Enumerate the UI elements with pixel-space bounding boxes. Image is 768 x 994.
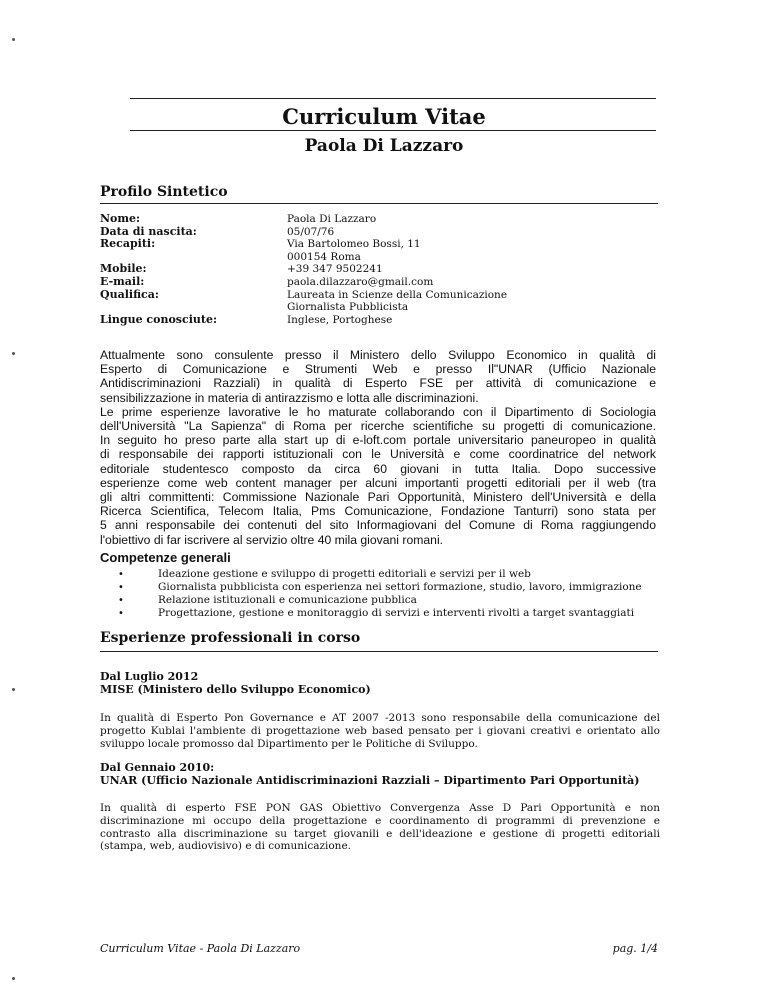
job-2-line: In qualità di esperto FSE PON GAS Obiettivo Convergenza Asse D Pari Opportunità e non — [100, 802, 660, 814]
summary-line: editoriale studentesco composto da circa 60 giovani in tutta Italia. Dopo successive — [100, 461, 656, 476]
experience-heading: Esperienze professionali in corso — [100, 630, 361, 646]
label-nome: Nome: — [100, 212, 141, 225]
job-1-line: sviluppo locale promosso dal Dipartimento per le Politiche di Sviluppo. — [100, 737, 478, 750]
scan-speck — [12, 352, 15, 355]
summary-line: di responsabile dei rapporti istituzionali con le Università e come coordinatrice del network — [100, 447, 656, 462]
value-mobile: +39 347 9502241 — [287, 263, 383, 276]
job-1-date: Dal Luglio 2012 — [100, 670, 199, 683]
value-nome: Paola Di Lazzaro — [287, 213, 377, 225]
footer-left: Curriculum Vitae - Paola Di Lazzaro — [100, 942, 301, 955]
experience-heading-rule — [100, 651, 658, 652]
profile-heading-rule — [100, 203, 658, 204]
skill-item: • Relazione istituzionali e comunicazione pubblica — [158, 594, 658, 607]
value-qualifica-journalist: Giornalista Pubblicista — [287, 301, 409, 314]
header-mid-rule — [130, 130, 656, 131]
summary-line: Le prime esperienze lavorative le ho maturate collaborando con il Dipartimento di Sociologia — [100, 404, 656, 419]
summary-line: Ricerca Scientifica, Telecom Italia, Pms Comunicazione, Fondazione Tanturri) sono stata per — [100, 504, 656, 519]
person-name: Paola Di Lazzaro — [304, 136, 464, 156]
job-1-org: MISE (Ministero dello Sviluppo Economico) — [100, 683, 371, 696]
footer-page-number: pag. 1/4 — [612, 942, 658, 955]
value-address-city: 000154 Roma — [287, 250, 361, 263]
document-title: Curriculum Vitae — [282, 104, 486, 129]
label-languages: Lingue conosciute: — [100, 313, 218, 326]
job-2-line: (stampa, web, audiovisivo) e di comunicazione. — [100, 840, 352, 853]
skill-item: • Ideazione gestione e sviluppo di progetti editoriali e servizi per il web — [158, 568, 658, 581]
scan-speck — [12, 38, 15, 41]
value-birthdate: 05/07/76 — [287, 225, 335, 238]
skills-list — [158, 568, 658, 620]
label-birthdate: Data di nascita: — [100, 224, 197, 238]
summary-line: l'obiettivo di far iscrivere al servizio oltre 40 mila giovani romani. — [100, 532, 444, 547]
job-1-line: In qualità di Esperto Pon Governance e AT 2007 -2013 sono responsabile della comunicazione del — [100, 712, 660, 724]
summary-line: esperienze come web content manager per alcuni importanti progetti editoriali per il web (tra — [100, 475, 656, 490]
summary-line: Esperto di Comunicazione e Strumenti Web e presso Il"UNAR (Ufficio Nazionale — [100, 362, 656, 377]
scan-speck — [12, 977, 15, 980]
job-2-line: contrasto alla discriminazione su target giovanili e dell'ideazione e gestione di progetti editoriali — [100, 827, 660, 840]
job-2-date: Dal Gennaio 2010: — [100, 761, 215, 774]
skills-heading: Competenze generali — [100, 550, 231, 565]
profile-heading: Profilo Sintetico — [100, 184, 228, 200]
value-email: paola.dilazzaro@gmail.com — [287, 276, 434, 288]
label-address: Recapiti: — [100, 237, 156, 251]
job-2-line: discriminazione mi occupo della progettazione e coordinamento di programmi di prevenzione e — [100, 814, 660, 827]
summary-line: sensibilizzazione in materia di antirazzismo e lotta alle discriminazioni. — [100, 390, 479, 405]
label-email: E-mail: — [100, 275, 145, 288]
summary-line: dell'Università "La Sapienza" di Roma per ricerche scientifiche su progetti di comunicazione. — [100, 419, 656, 434]
value-qualifica-degree: Laureata in Scienze della Comunicazione — [287, 288, 508, 301]
job-2-org: UNAR (Ufficio Nazionale Antidiscriminazioni Razziali – Dipartimento Pari Opportunità) — [100, 774, 640, 787]
skill-item: • Giornalista pubblicista con esperienza nei settori formazione, studio, lavoro, immigrazione — [158, 581, 658, 594]
summary-paragraph — [100, 348, 656, 547]
job-1-line: progetto Kublai l'ambiente di progettazione web based pensato per i giovani creativi e orientato allo — [100, 724, 660, 737]
summary-line: Antidiscriminazioni Razziali) in qualità di Esperto FSE per attività di comunicazione e — [100, 376, 656, 391]
header-top-rule — [130, 98, 656, 99]
job-1-description — [100, 712, 660, 750]
summary-line: 5 anni responsabile dei contenuti del sito Informagiovani del Comune di Roma raggiungendo — [100, 518, 656, 533]
summary-line: gli altri committenti: Commissione Nazionale Pari Opportunità, Ministero dell'Università e della — [100, 490, 656, 505]
job-2-description — [100, 802, 660, 853]
label-qualifica: Qualifica: — [100, 287, 159, 301]
scan-speck — [12, 688, 15, 691]
summary-line: In seguito ho preso parte alla start up di e-loft.com portale universitario paneuropeo in qualità — [100, 433, 656, 448]
value-address-street: Via Bartolomeo Bossi, 11 — [287, 238, 421, 251]
value-languages: Inglese, Portoghese — [287, 314, 393, 326]
summary-line: Attualmente sono consulente presso il Ministero dello Sviluppo Economico in qualità di — [100, 348, 656, 362]
skill-item: • Progettazione, gestione e monitoraggio di servizi e interventi rivolti a target svantaggiati — [158, 607, 658, 620]
label-mobile: Mobile: — [100, 262, 147, 276]
